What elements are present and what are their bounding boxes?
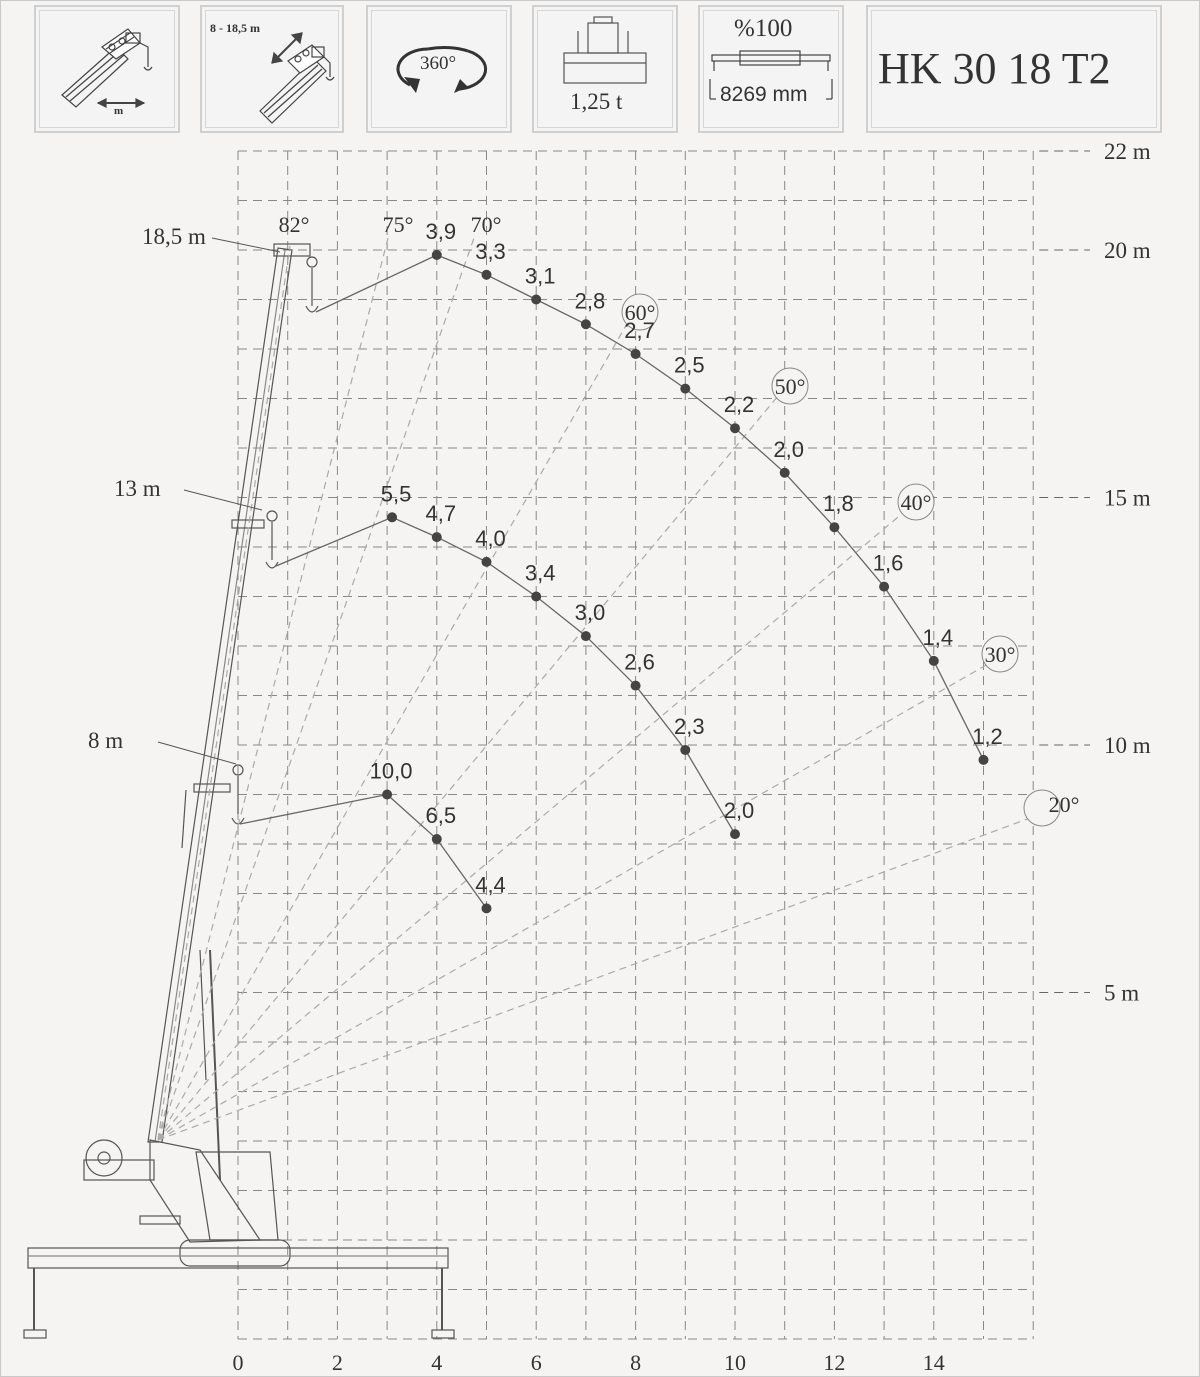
hook-block-13 xyxy=(267,511,277,521)
load-point xyxy=(387,512,397,522)
load-point-label: 5,5 xyxy=(380,481,412,507)
boom-label-leader xyxy=(158,742,236,764)
load-point xyxy=(829,522,839,532)
x-tick-label: 0 xyxy=(232,1350,244,1375)
load-point xyxy=(531,295,541,305)
load-curve xyxy=(276,517,735,834)
angle-label: 75° xyxy=(382,212,414,237)
load-point-label: 2,8 xyxy=(574,288,606,314)
load-point xyxy=(482,903,492,913)
y-tick-label: 5 m xyxy=(1104,980,1140,1006)
angle-label: 40° xyxy=(900,490,932,515)
angle-label: 82° xyxy=(278,212,310,237)
axis-ticks xyxy=(233,139,1151,1375)
load-point xyxy=(531,592,541,602)
load-point-label: 4,0 xyxy=(475,525,506,551)
load-point-label: 1,4 xyxy=(922,624,954,650)
angle-label: 30° xyxy=(984,642,1016,667)
load-point-label: 2,6 xyxy=(624,649,655,675)
y-tick-label: 20 m xyxy=(1104,238,1151,263)
load-point-label: 2,3 xyxy=(674,713,705,739)
load-point-label: 2,7 xyxy=(624,317,655,343)
load-point-label: 1,6 xyxy=(872,550,904,576)
hook-185 xyxy=(306,306,318,312)
load-point xyxy=(382,790,392,800)
hook-13 xyxy=(266,562,278,568)
x-tick-label: 12 xyxy=(823,1350,846,1375)
angle-line xyxy=(158,512,904,1140)
load-point-label: 1,2 xyxy=(972,723,1003,749)
lift-cylinder xyxy=(210,950,220,1180)
angle-line xyxy=(158,322,628,1140)
load-point-label: 3,0 xyxy=(574,600,606,626)
load-point-label: 4,4 xyxy=(475,872,506,898)
load-point-label: 3,9 xyxy=(425,218,457,244)
extension-unit-label: m xyxy=(114,105,124,117)
boom-length-label: 13 m xyxy=(114,476,161,501)
load-point-label: 3,4 xyxy=(524,560,556,586)
load-point xyxy=(432,834,442,844)
load-point xyxy=(581,631,591,641)
x-tick-label: 10 xyxy=(724,1350,746,1375)
load-point xyxy=(730,829,740,839)
load-points xyxy=(370,219,1003,913)
load-point xyxy=(432,250,442,260)
load-point xyxy=(631,681,641,691)
angle-label: 20° xyxy=(1048,792,1080,817)
load-point-label: 2,5 xyxy=(674,352,705,378)
angle-label: 70° xyxy=(470,212,502,237)
outrigger-span-label: 8269 mm xyxy=(720,83,808,106)
load-point xyxy=(581,319,591,329)
angle-line xyxy=(158,238,388,1140)
load-point xyxy=(879,582,889,592)
load-point-label: 3,3 xyxy=(475,238,506,264)
boom-length-label: 18,5 m xyxy=(142,224,206,249)
load-point-label: 4,7 xyxy=(425,501,457,527)
load-point xyxy=(631,349,641,359)
y-tick-label: 15 m xyxy=(1104,485,1151,511)
jib-range-label: 8 - 18,5 m xyxy=(210,21,260,35)
load-point-label: 2,0 xyxy=(723,798,755,824)
x-tick-label: 8 xyxy=(630,1350,642,1375)
model-name: HK 30 18 T2 xyxy=(878,44,1111,93)
load-point xyxy=(680,745,690,755)
crane-boom-inner xyxy=(155,250,285,1142)
hook-block-185 xyxy=(307,257,317,267)
angle-line xyxy=(158,238,474,1140)
x-tick-label: 6 xyxy=(530,1350,542,1375)
load-point xyxy=(730,423,740,433)
load-point-label: 3,1 xyxy=(524,263,556,289)
angle-line xyxy=(158,664,988,1140)
load-point xyxy=(979,755,989,765)
angle-label: 60° xyxy=(624,300,656,325)
y-tick-label: 10 m xyxy=(1104,733,1151,758)
load-point-label: 2,2 xyxy=(723,392,755,418)
load-curves xyxy=(240,255,984,908)
load-point xyxy=(482,557,492,567)
load-point xyxy=(680,384,690,394)
crane-cabin xyxy=(196,1152,278,1240)
x-tick-label: 4 xyxy=(431,1350,443,1375)
x-tick-label: 14 xyxy=(922,1350,945,1375)
outrigger-percent-label: %100 xyxy=(734,15,793,42)
boom-label-leader xyxy=(184,490,262,510)
load-point-label: 2,0 xyxy=(773,436,804,462)
load-point-label: 1,8 xyxy=(823,491,854,517)
load-point-label: 10,0 xyxy=(369,758,413,784)
boom-length-labels xyxy=(88,224,280,764)
boom-length-label: 8 m xyxy=(88,728,124,753)
crane-winch xyxy=(86,1140,122,1176)
load-point-label: 6,5 xyxy=(425,803,457,829)
weight-label: 1,25 t xyxy=(570,89,623,114)
jib-bracket-13 xyxy=(232,520,264,528)
load-point xyxy=(432,532,442,542)
angle-label: 50° xyxy=(774,374,806,399)
load-point xyxy=(482,270,492,280)
x-tick-label: 2 xyxy=(331,1350,343,1375)
load-point xyxy=(780,468,790,478)
load-point xyxy=(929,656,939,666)
y-tick-label: 22 m xyxy=(1104,139,1151,164)
rotation-label: 360° xyxy=(420,53,457,74)
